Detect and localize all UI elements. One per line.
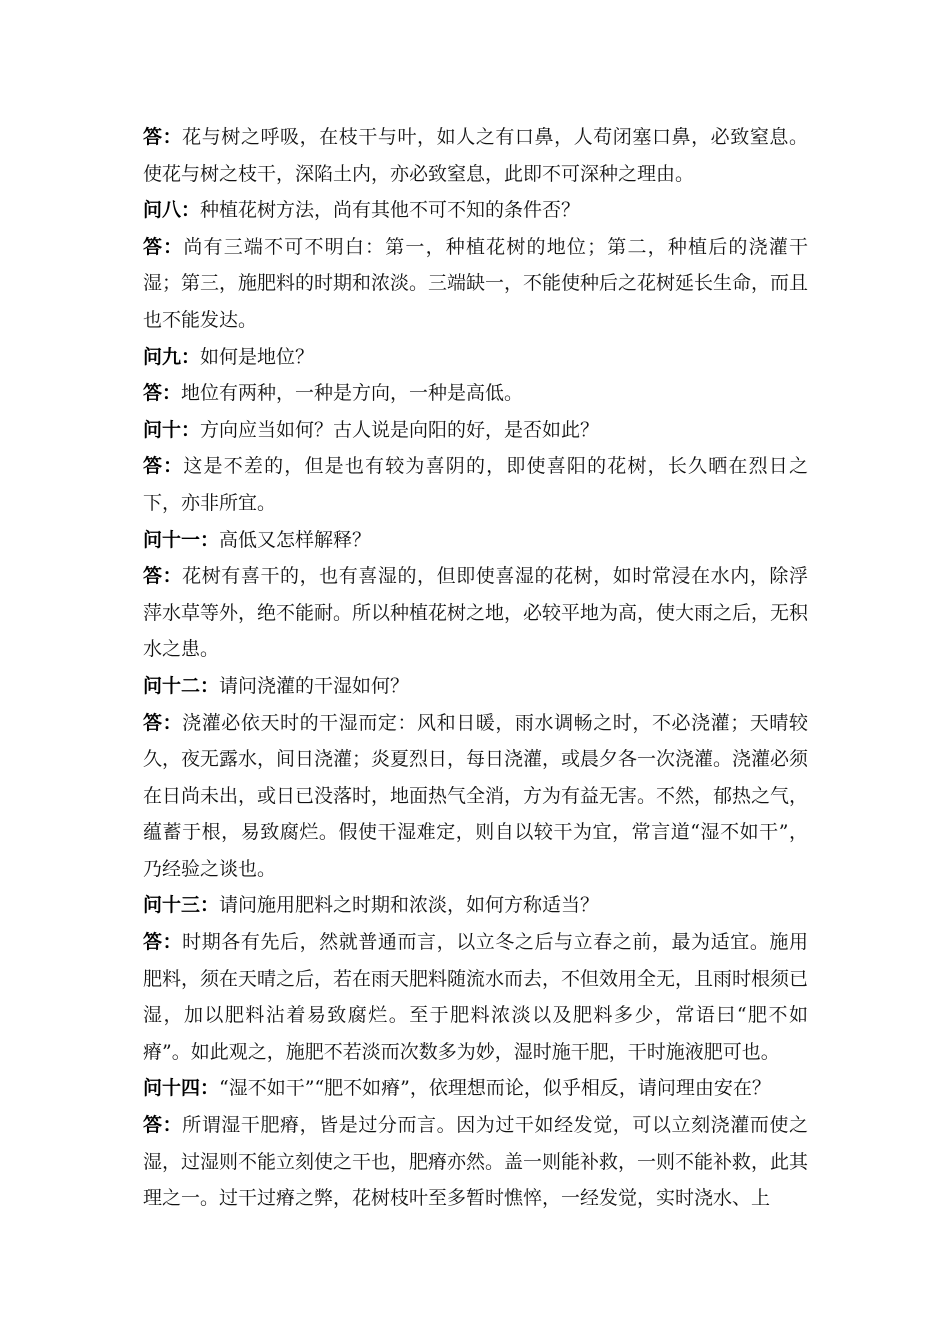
question-paragraph xyxy=(143,887,808,924)
answer-paragraph xyxy=(143,705,808,888)
question-label: 问九： xyxy=(143,345,201,368)
answer-text: 所谓湿干肥瘠，皆是过分而言。因为过干如经发觉，可以立刻浇灌而使之湿，过湿则不能立刻使之干也，肥瘠亦然。盖一则能补救，一则不能补救，此其理之一。过干过瘠之弊，花树枝叶至多暂时憔悴，一经发觉，实时浇水、上 xyxy=(143,1114,809,1210)
question-paragraph xyxy=(143,192,808,229)
answer-paragraph xyxy=(143,448,808,521)
answer-text: 这是不差的，但是也有较为喜阴的，即使喜阳的花树，长久晒在烈日之下，亦非所宜。 xyxy=(143,455,808,514)
question-text: 请问施用肥料之时期和浓淡，如何方称适当？ xyxy=(219,894,600,917)
question-label: 问十四： xyxy=(143,1077,220,1100)
qa-text-body xyxy=(143,119,808,1217)
question-label: 问八： xyxy=(143,199,201,222)
question-label: 问十二： xyxy=(143,674,220,697)
answer-text: 尚有三端不可不明白：第一，种植花树的地位；第二，种植后的浇灌干湿；第三，施肥料的时期和浓淡。三端缺一，不能使种后之花树延长生命，而且也不能发达。 xyxy=(143,235,809,331)
question-paragraph xyxy=(143,668,808,705)
question-text: 种植花树方法，尚有其他不可不知的条件否？ xyxy=(200,199,581,222)
answer-text: 花树有喜干的，也有喜湿的，但即使喜湿的花树，如时常浸在水内，除浮萍水草等外，绝不能耐。所以种植花树之地，必较平地为高，使大雨之后，无积水之患。 xyxy=(143,565,809,661)
answer-label: 答： xyxy=(143,565,183,588)
answer-paragraph xyxy=(143,375,808,412)
question-paragraph xyxy=(143,412,808,449)
answer-label: 答： xyxy=(143,931,183,954)
question-paragraph xyxy=(143,1070,808,1107)
answer-label: 答： xyxy=(143,235,184,258)
answer-paragraph xyxy=(143,229,808,339)
answer-label: 答： xyxy=(143,126,183,148)
question-paragraph xyxy=(143,339,808,376)
question-text: 请问浇灌的干湿如何？ xyxy=(219,674,410,697)
answer-paragraph xyxy=(143,924,808,1070)
question-paragraph xyxy=(143,522,808,559)
answer-text: 浇灌必依天时的干湿而定：风和日暖，雨水调畅之时，不必浇灌；天晴较久，夜无露水，间日浇灌；炎夏烈日，每日浇灌，或晨夕各一次浇灌。浇灌必须在日尚未出，或日已没落时，地面热气全消，方为有益无害。不然，郁热之气，蕴蓄于根，易致腐烂。假使干湿难定，则自以较干为宜，常言道“湿不如干”，乃经验之谈也。 xyxy=(143,711,809,880)
answer-text: 时期各有先后，然就普通而言，以立冬之后与立春之前，最为适宜。施用肥料，须在天晴之后，若在雨天肥料随流水而去，不但效用全无，且雨时根须已湿，加以肥料沾着易致腐烂。至于肥料浓淡以及肥料多少，常语曰“肥不如瘠”。如此观之，施肥不若淡而次数多为妙，湿时施干肥，干时施液肥可也。 xyxy=(143,931,809,1063)
answer-paragraph xyxy=(143,119,808,192)
question-text: 方向应当如何？古人说是向阳的好，是否如此？ xyxy=(200,418,600,441)
answer-paragraph xyxy=(143,558,808,668)
answer-label: 答： xyxy=(143,1114,183,1137)
answer-text: 花与树之呼吸，在枝干与叶，如人之有口鼻，人苟闭塞口鼻，必致窒息。使花与树之枝干，深陷土内，亦必致窒息，此即不可深种之理由。 xyxy=(143,126,808,185)
question-label: 问十： xyxy=(143,418,201,441)
answer-label: 答： xyxy=(143,711,183,734)
answer-label: 答： xyxy=(143,382,182,405)
question-label: 问十三： xyxy=(143,894,220,917)
question-text: “湿不如干”“肥不如瘠”，依理想而论，似乎相反，请问理由安在？ xyxy=(219,1077,771,1100)
answer-label: 答： xyxy=(143,455,184,478)
question-text: 高低又怎样解释？ xyxy=(219,528,372,551)
question-label: 问十一： xyxy=(143,528,220,551)
question-text: 如何是地位？ xyxy=(200,345,315,368)
answer-paragraph xyxy=(143,1107,808,1217)
answer-text: 地位有两种，一种是方向，一种是高低。 xyxy=(181,382,524,405)
